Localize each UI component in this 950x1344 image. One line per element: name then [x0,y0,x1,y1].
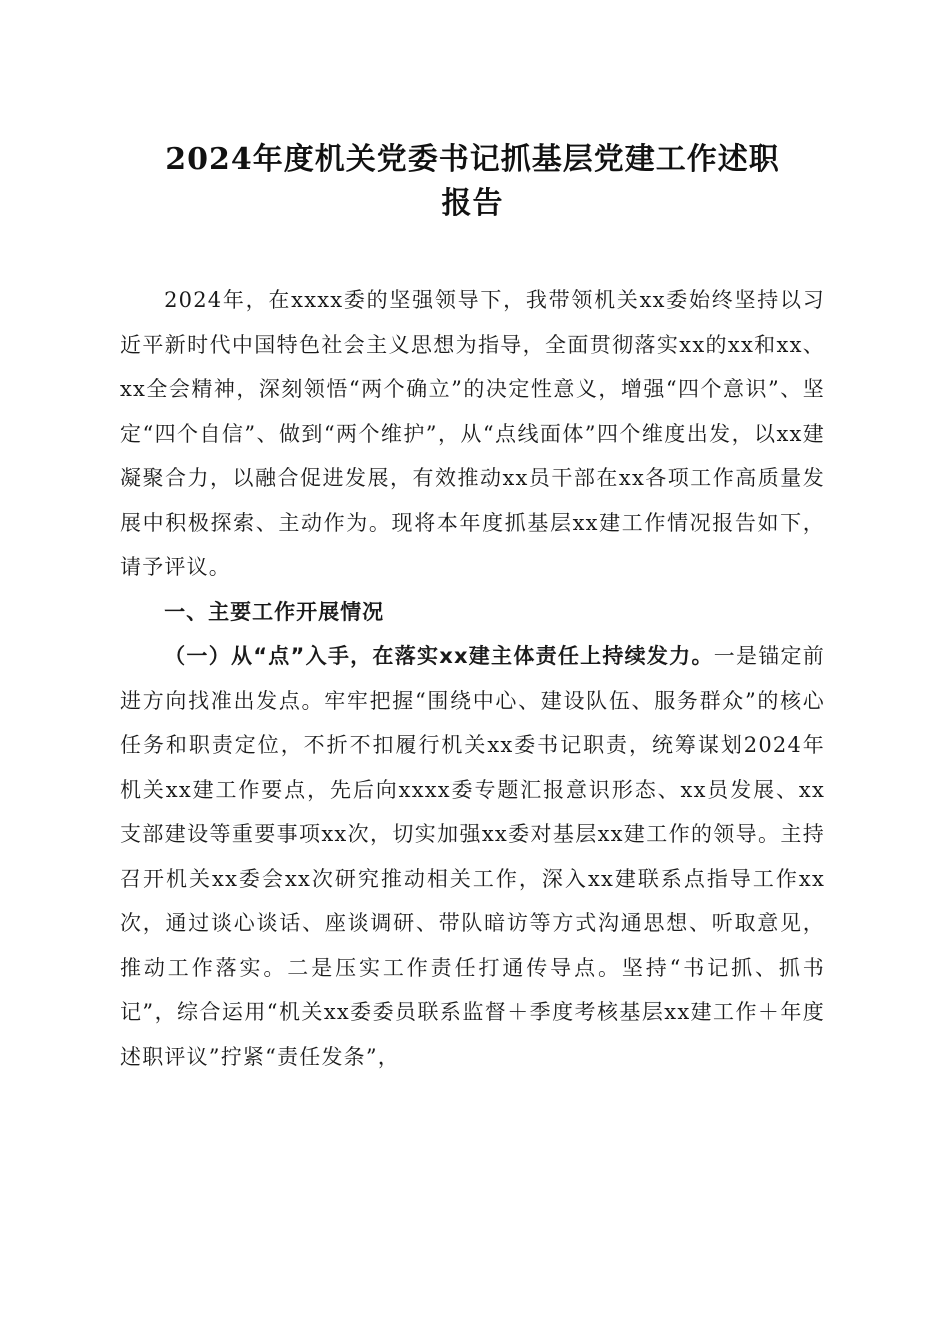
section-heading: 一、主要工作开展情况 [164,599,385,624]
intro-paragraph: 2024年，在xxxx委的坚强领导下，我带领机关xx委始终坚持以习近平新时代中国特色社会主义思想为指导，全面贯彻落实xx的xx和xx、xx全会精神，深刻领悟“两个确立”的决定性意义，增强“四个意识”、坚定“四个自信”、做到“两个维护”，从“点线面体”四个维度出发，以xx建凝聚合力，以融合促进发展，有效推动xx员干部在xx各项工作高质量发展中积极探索、主动作为。现将本年度抓基层xx建工作情况报告如下，请予评议。 [120,288,825,579]
subsection-heading: （一）从“点”入手，在落实xx建主体责任上持续发力。 [164,644,714,668]
document-title [120,138,825,226]
title-line-2: 报告 [441,186,504,221]
title-line-1: 2024年度机关党委书记抓基层党建工作述职 [165,142,780,177]
subsection-paragraph [120,634,825,1079]
document-body [120,278,825,1079]
subsection-body: 一是锚定前进方向找准出发点。牢牢把握“围绕中心、建设队伍、服务群众”的核心任务和职责定位，不折不扣履行机关xx委书记职责，统筹谋划2024年机关xx建工作要点，先后向xxxx委专题汇报意识形态、xx员发展、xx支部建设等重要事项xx次，切实加强xx委对基层xx建工作的领导。主持召开机关xx委会xx次研究推动相关工作，深入xx建联系点指导工作xx次，通过谈心谈话、座谈调研、带队暗访等方式沟通思想、听取意见，推动工作落实。二是压实工作责任打通传导点。坚持“书记抓、抓书记”，综合运用“机关xx委委员联系监督＋季度考核基层xx建工作＋年度述职评议”拧紧“责任发条”， [120,644,826,1069]
document-page [120,138,825,1079]
